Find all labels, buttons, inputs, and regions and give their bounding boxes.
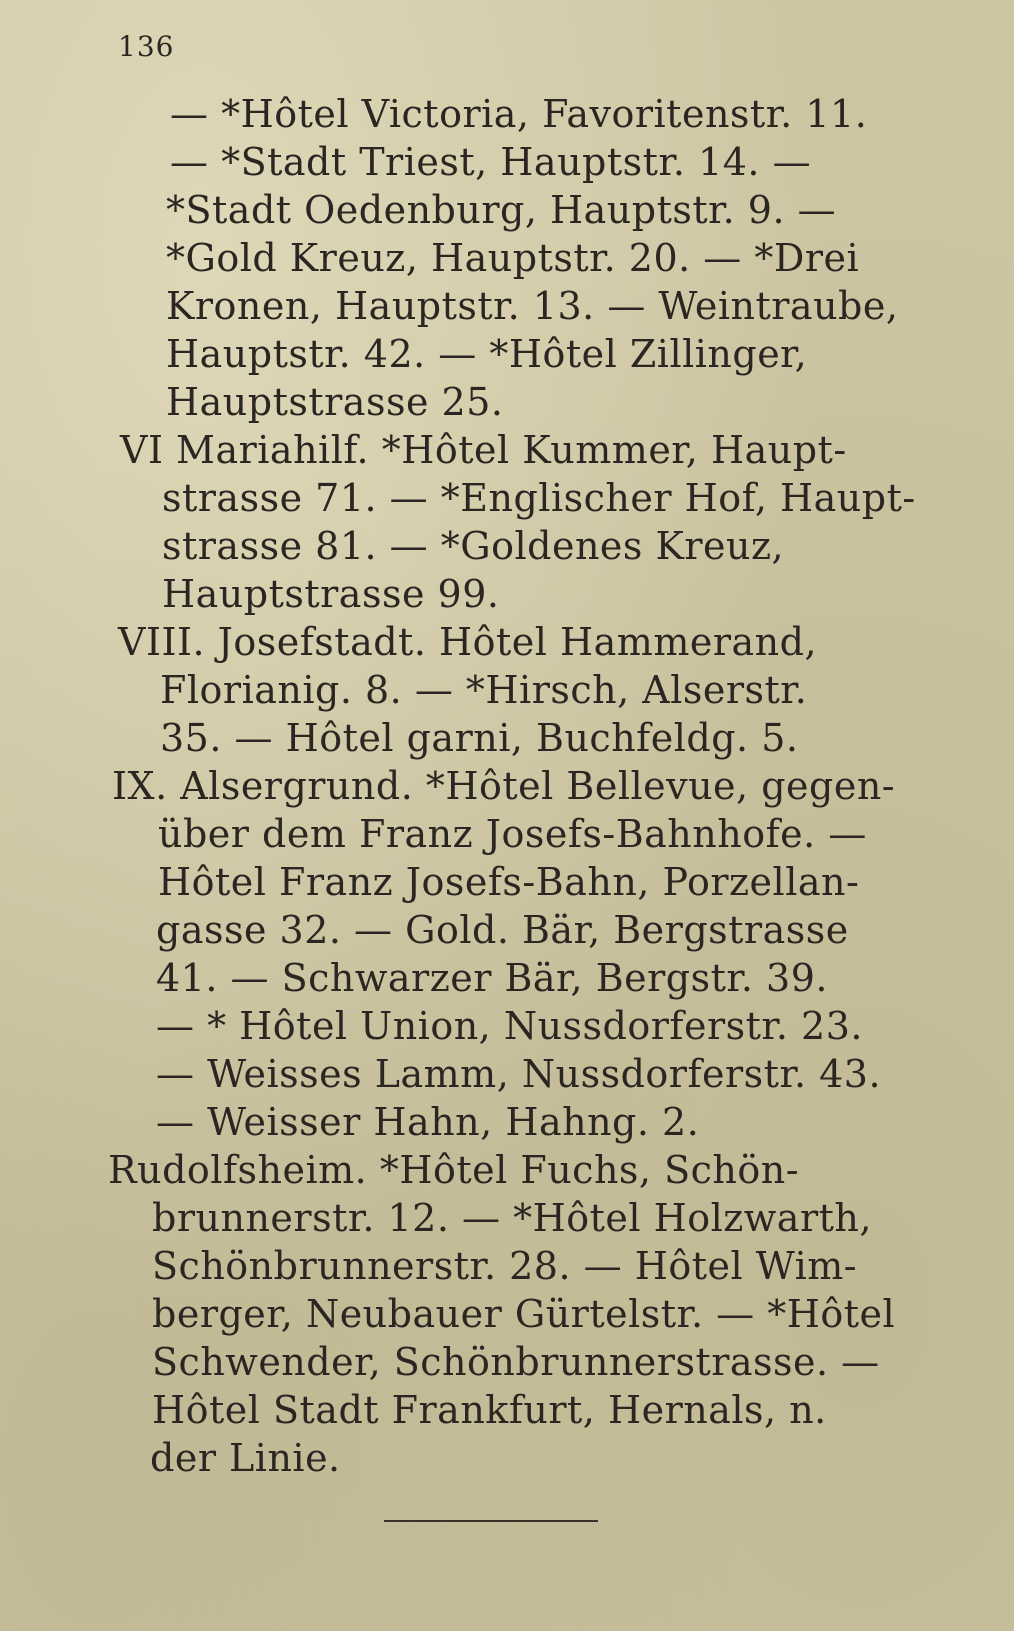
text-line: 41. — Schwarzer Bär, Bergstr. 39.	[156, 956, 828, 1000]
text-line: Hauptstrasse 99.	[162, 572, 500, 616]
text-line: Kronen, Hauptstr. 13. — Weintraube,	[166, 284, 899, 328]
text-line: *Gold Kreuz, Hauptstr. 20. — *Drei	[166, 236, 860, 280]
text-line: — Weisser Hahn, Hahng. 2.	[156, 1100, 700, 1144]
text-line: strasse 71. — *Englischer Hof, Haupt-	[162, 476, 916, 520]
text-line: Rudolfsheim. *Hôtel Fuchs, Schön-	[108, 1148, 800, 1192]
text-line: Schwender, Schönbrunnerstrasse. —	[152, 1340, 880, 1384]
text-line: — Weisses Lamm, Nussdorferstr. 43.	[156, 1052, 882, 1096]
text-line: Schönbrunnerstr. 28. — Hôtel Wim-	[152, 1244, 858, 1288]
text-line: IX. Alsergrund. *Hôtel Bellevue, gegen-	[112, 764, 896, 808]
text-line: Florianig. 8. — *Hirsch, Alserstr.	[160, 668, 808, 712]
text-line: VIII. Josefstadt. Hôtel Hammerand,	[118, 620, 818, 664]
text-line: — *Hôtel Victoria, Favoritenstr. 11.	[170, 92, 868, 136]
text-line: strasse 81. — *Goldenes Kreuz,	[162, 524, 785, 568]
text-line: gasse 32. — Gold. Bär, Bergstrasse	[156, 908, 849, 952]
text-line: VI Mariahilf. *Hôtel Kummer, Haupt-	[120, 428, 847, 472]
closing-rule	[384, 1520, 598, 1522]
text-line: Hauptstrasse 25.	[166, 380, 504, 424]
page-number: 136	[118, 30, 175, 63]
text-line: *Stadt Oedenburg, Hauptstr. 9. —	[166, 188, 837, 232]
text-line: 35. — Hôtel garni, Buchfeldg. 5.	[160, 716, 799, 760]
text-line: Hauptstr. 42. — *Hôtel Zillinger,	[166, 332, 808, 376]
text-line: über dem Franz Josefs-Bahnhofe. —	[158, 812, 867, 856]
text-line: der Linie.	[150, 1436, 341, 1480]
text-line: brunnerstr. 12. — *Hôtel Holzwarth,	[152, 1196, 872, 1240]
text-line: Hôtel Franz Josefs-Bahn, Porzellan-	[158, 860, 860, 904]
text-line: — * Hôtel Union, Nussdorferstr. 23.	[156, 1004, 863, 1048]
text-line: — *Stadt Triest, Hauptstr. 14. —	[170, 140, 812, 184]
text-line: berger, Neubauer Gürtelstr. — *Hôtel	[152, 1292, 896, 1336]
text-line: Hôtel Stadt Frankfurt, Hernals, n.	[152, 1388, 827, 1432]
